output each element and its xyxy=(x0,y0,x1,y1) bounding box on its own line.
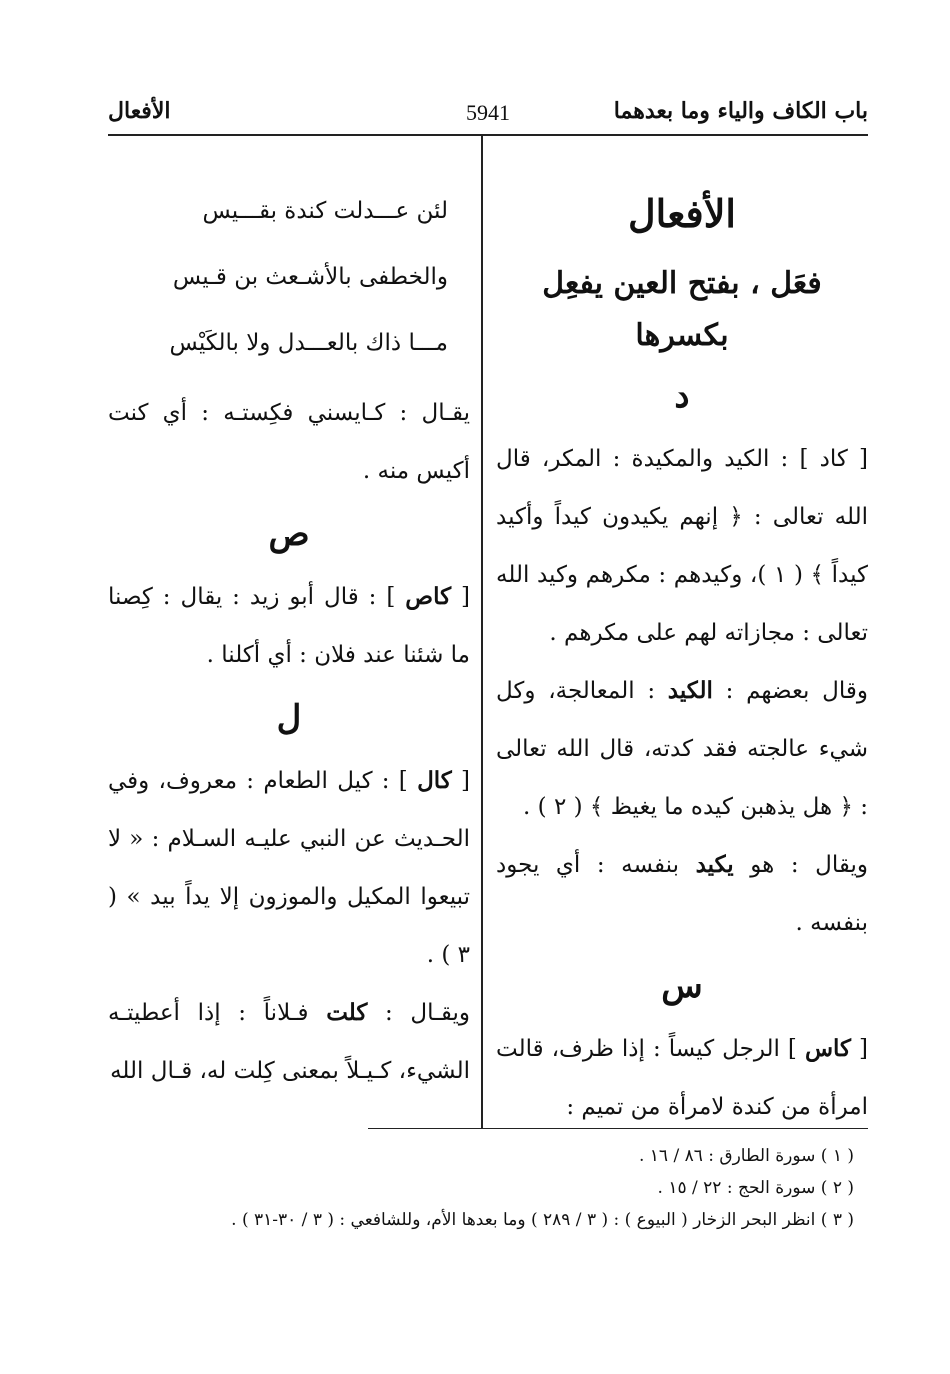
quran-quote: ﴿ هل يذهبن كيده ما يغيظ ﴾ ( ٢ ) . xyxy=(523,794,853,820)
headword: كاس xyxy=(804,1035,851,1062)
headword: يكيد xyxy=(695,851,734,878)
footnotes xyxy=(108,1140,854,1236)
headword: كلت xyxy=(326,999,368,1026)
entry-text: ، وكيدهم : مكرهم وكيد الله تعالى : مجازاته لهم على مكرهم . xyxy=(496,562,868,646)
letter-heading-lam: ل xyxy=(276,698,302,738)
footnote-3: ( ٣ ) انظر البحر الزخار ( البيوع ) : ( ٣ / ٢٨٩ ) وما بعدها الأم، وللشافعي : ( ٣ / ٣٠-٣١ ) . xyxy=(231,1210,854,1230)
footnote-1: ( ١ ) سورة الطارق : ٨٦ / ١٦ . xyxy=(638,1146,854,1166)
letter-heading-sin: س xyxy=(661,966,703,1006)
running-title-right: باب الكاف والياء وما بعدهما xyxy=(613,98,868,124)
entry-kayd-meaning xyxy=(496,662,868,836)
entry-yakid xyxy=(496,836,868,952)
entry-text: ] : قال أبو زيد : يقال : كِصنا ما شئنا عند فلان : أي أكلنا . xyxy=(108,584,470,668)
headword: الكيد xyxy=(667,677,713,704)
section-subheading: فعَل ، بفتح العين يفعِل بكسرها xyxy=(542,266,822,353)
column-divider xyxy=(481,136,483,1128)
entry-kilt xyxy=(108,984,470,1100)
verse-line: لئن عـــدلت كندة بقـــيس xyxy=(202,198,448,224)
entry-kas xyxy=(496,1020,868,1136)
headword: كال xyxy=(417,767,452,794)
quran-quote: ﴿ إنهم يكيدون كيداً وأكيد كيداً ﴾ ( ١ ) xyxy=(496,504,868,588)
right-column xyxy=(496,148,868,1126)
headword: كاص xyxy=(405,583,452,610)
entry-text: ] : كيل الطعام : معروف، وفي الحـديث عن النبي عليـه السـلام : « لا تبيعوا المكيل والموزون إلا يداً بيد » ( ٣ ) . xyxy=(108,768,470,968)
entry-text: ويقـال : xyxy=(367,1000,470,1026)
entry-text: [ xyxy=(850,1036,868,1062)
entry-text: : المعالجة، وكل شيء عالجته فقد كدته، قال الله تعالى : xyxy=(496,678,868,820)
section-heading: الأفعال xyxy=(628,191,736,236)
entry-kas-eat xyxy=(108,568,470,684)
letter-heading-sad: ص xyxy=(268,514,310,554)
entry-kayasa: يقـال : كـايسني فكِستـه : أي كنت أكيس منه . xyxy=(108,400,470,484)
entry-text: [ xyxy=(451,768,470,794)
page-number: 5941 xyxy=(466,100,510,125)
entry-text: ويقال : هو xyxy=(733,852,868,878)
page-header xyxy=(108,98,868,134)
entry-kad xyxy=(496,430,868,662)
poem xyxy=(108,178,470,376)
entry-text: فـلاناً : إذا أعطيتـه الشيء، كـيـلاً بمعنى كِلت له، قـال الله xyxy=(108,1000,470,1084)
entry-kal xyxy=(108,752,470,984)
left-column xyxy=(108,148,470,1126)
footnote-2: ( ٢ ) سورة الحج : ٢٢ / ١٥ . xyxy=(657,1178,854,1198)
running-title-left: الأفعال xyxy=(108,98,171,124)
verse-line: والخطفى بالأشـعث بن قـيس xyxy=(172,264,448,290)
entry-text: [ xyxy=(451,584,470,610)
letter-heading-dal: د xyxy=(674,376,690,416)
entry-text: بنفسه : أي يجود بنفسه . xyxy=(496,852,868,936)
footnote-rule xyxy=(368,1128,868,1129)
entry-text: [ كاد ] : الكيد والمكيدة : المكر، قال الله تعالى : xyxy=(496,446,868,530)
entry-text: وقال بعضهم : xyxy=(712,678,868,704)
verse-line: مـــا ذاك بالعـــدل ولا بالكَيْس xyxy=(169,330,448,356)
header-rule xyxy=(108,134,868,136)
entry-text: ] الرجل كيساً : إذا ظرف، قالت امرأة من كندة لامرأة من تميم : xyxy=(496,1036,868,1120)
